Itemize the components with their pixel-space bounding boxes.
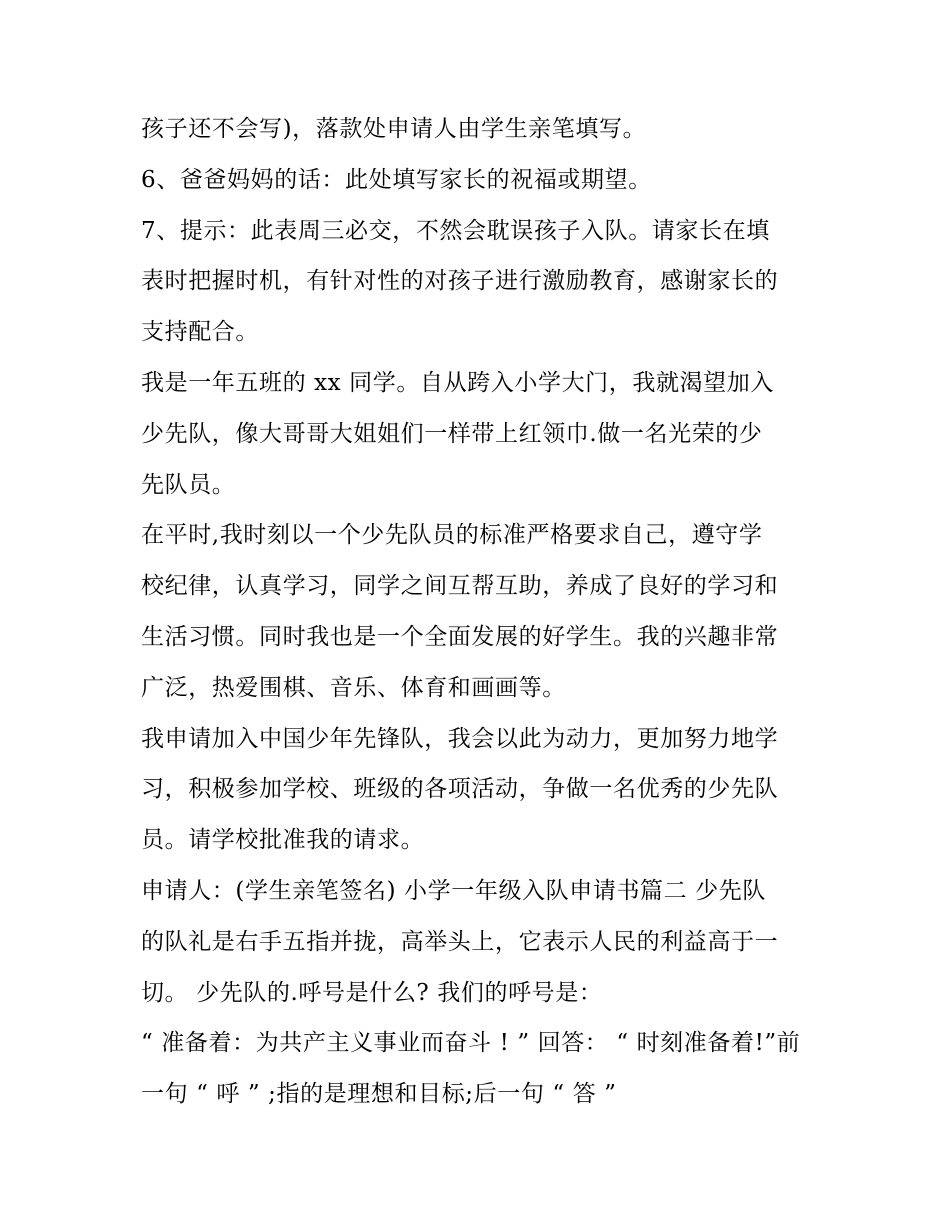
text-line: 广泛，热爱围棋、音乐、体育和画画等。 bbox=[141, 674, 566, 701]
text-line: 切。 少先队的.呼号是什么? 我们的呼号是： bbox=[141, 979, 603, 1006]
text-line: 一句 “ 呼 ” ;指的是理想和目标;后一句 “ 答 ” bbox=[141, 1081, 617, 1108]
text-line: 我申请加入中国少年先锋队，我会以此为动力，更加努力地学 bbox=[141, 725, 779, 752]
document-body bbox=[141, 104, 831, 1120]
text-line: 先队员。 bbox=[141, 471, 236, 498]
text-line: 的队礼是右手五指并拢，高举头上，它表示人民的利益高于一 bbox=[141, 928, 779, 955]
text-line: 在平时,我时刻以一个少先队员的标准严格要求自己，遵守学 bbox=[141, 522, 763, 549]
text-line: 孩子还不会写)，落款处申请人由学生亲笔填写。 bbox=[141, 116, 647, 142]
text-line: 6、爸爸妈妈的话：此处填写家长的祝福或期望。 bbox=[141, 166, 652, 193]
text-line: 支持配合。 bbox=[141, 319, 259, 346]
text-line: 申请人：(学生亲笔签名) 小学一年级入队申请书篇二 少先队 bbox=[141, 877, 766, 904]
text-line: 我是一年五班的 xx 同学。自从跨入小学大门，我就渴望加入 bbox=[141, 369, 774, 396]
text-line: 少先队，像大哥哥大姐姐们一样带上红领巾.做一名光荣的少 bbox=[141, 420, 763, 447]
text-line: 表时把握时机，有针对性的对孩子进行激励教育，感谢家长的 bbox=[141, 268, 779, 295]
text-line: 员。请学校批准我的请求。 bbox=[141, 827, 425, 854]
text-line: 习，积极参加学校、班级的各项活动，争做一名优秀的少先队 bbox=[141, 776, 779, 803]
text-line: 生活习惯。同时我也是一个全面发展的好学生。我的兴趣非常 bbox=[141, 623, 779, 650]
text-line: “ 准备着：为共产主义事业而奋斗 ! ” 回答： “ 时刻准备着!”前 bbox=[141, 1030, 801, 1057]
text-line: 校纪律，认真学习，同学之间互帮互助，养成了良好的学习和 bbox=[141, 573, 779, 600]
text-line: 7、提示：此表周三必交，不然会耽误孩子入队。请家长在填 bbox=[141, 217, 770, 244]
